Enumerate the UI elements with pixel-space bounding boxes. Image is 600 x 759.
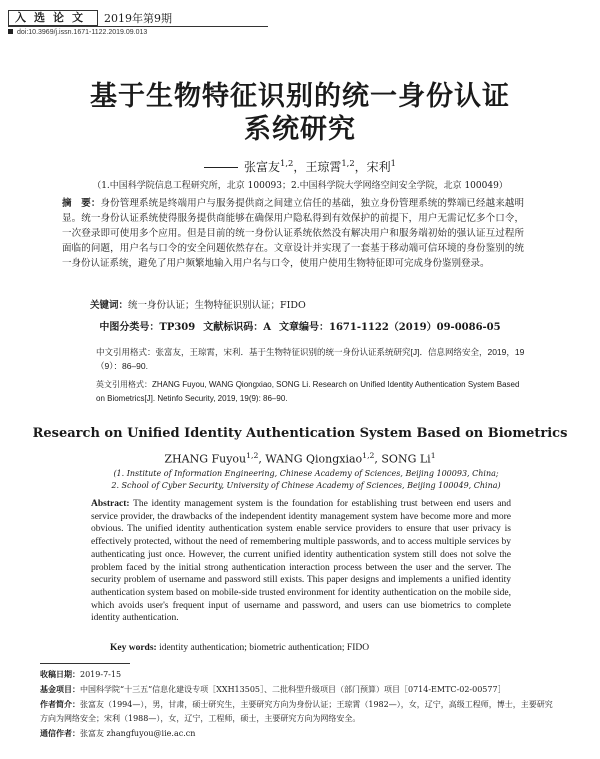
english-abstract: Abstract: The identity management system is the foundation for establishing trust between end users and service provider, the drawbacks of the independent identity management system have become more and more obvious. The unified identity authentication system enable service providers to ensure that user privacy is effectively protected, without the need of remembering multiple passwords, and to access multiple services by authenticating just once. However, the current unified identity authentication system still does not solve the problem faced by the initial strong authentication interaction process between the user and the server. The security problem of username and password still exists. This paper designs and implements a unified identity authentication system based on mobile-side trusted environment for identity authentication on the mobile side, which avoids user's frequent input of username and password, and users can use biometrics to complete identity authentication.: [91, 499, 512, 624]
footnote-received: 收稿日期：2019-7-15: [40, 669, 122, 679]
section-tag: 入选论文: [8, 10, 98, 26]
chinese-authors: 张富友$^{1,2}$，王琼霄$^{1,2}$，宋利$^1$: [0, 158, 600, 175]
footnote-rule: [40, 663, 130, 664]
doi: doi:10.3969/j.issn.1671-1122.2019.09.013: [8, 29, 147, 36]
chinese-abstract: 摘 要：身份管理系统是终端用户与服务提供商之间建立信任的基础，独立身份管理系统的弊端已经越来越明显。统一身份认证系统使得服务提供商能够在确保用户隐私得到有效保护的前提下，用户无需记忆多个口令，一次登录即可使用多个应用。但是目前的统一身份认证系统依然没有解决用户和服务端初始的强认证互过程所面临的问题，用户名与口令的安全问题依然存在。文章设计并实现了一套基于移动端可信环境的身份鉴别的统一身份认证系统，避免了用户频繁地输入用户名与口令，使用户使用生物特征即可完成身份鉴别登录。: [62, 198, 524, 269]
citation-english: 英文引用格式：ZHANG Fuyou, WANG Qiongxiao, SONG Li. Research on Unified Identity Authentication System Based on Biometrics[J]. Netinfo Security, 2019, 19(9): 86–90.: [96, 380, 520, 403]
chinese-title: 基于生物特征识别的统一身份认证 系统研究: [90, 81, 510, 145]
english-title: Research on Unified Identity Authentication System Based on Biometrics: [32, 426, 568, 441]
doi-marker-icon: [8, 29, 13, 34]
chinese-keywords: 关键词：统一身份认证；生物特征识别认证；FIDO: [90, 300, 306, 311]
issue-label: 2019年第9期: [104, 12, 172, 25]
author-dash: [204, 167, 238, 168]
journal-header: [0, 0, 600, 38]
footnote-funding: 基金项目：中国科学院“十三五”信息化建设专项［XXH13505］、二批科型升级项目（部门预算）项目［0714-EMTC-02-00577］: [40, 684, 506, 694]
citation-chinese: 中文引用格式：张富友，王琼霄，宋利．基于生物特征识别的统一身份认证系统研究[J]．信息网络安全，2019，19（9）：86–90.: [96, 347, 525, 371]
footnote-corresponding: 通信作者：张富友 zhangfuyou@iie.ac.cn: [40, 728, 196, 738]
footnote-author-bio: 作者简介：张富友（1994—），男，甘肃，硕士研究生，主要研究方向为身份认证；王琼霄（1982—），女，辽宁，高级工程师，博士，主要研究方向为网络安全；宋利（1988—），女，辽宁，工程师，硕士，主要研究方向为网络安全。: [40, 699, 553, 723]
english-authors: ZHANG Fuyou$^{1,2}$, WANG Qiongxiao$^{1,2}$, SONG Li$^1$: [164, 451, 436, 466]
chinese-affiliation: （1.中国科学院信息工程研究所，北京 100093；2.中国科学院大学网络空间安全学院，北京 100049）: [92, 181, 508, 191]
english-affiliation: (1. Institute of Information Engineering, Chinese Academy of Sciences, Beijing 100093, China; 2. School of Cyber Security, University of Chinese Academy of Sciences, Beijing 100049, China): [111, 469, 501, 490]
classification-line: 中图分类号：TP309 文献标识码：A 文章编号：1671-1122（2019）09-0086-05: [99, 322, 501, 333]
header-rule: [8, 26, 268, 27]
footnotes: [40, 667, 560, 741]
english-keywords: Key words: identity authentication; biometric authentication; FIDO: [110, 643, 370, 653]
